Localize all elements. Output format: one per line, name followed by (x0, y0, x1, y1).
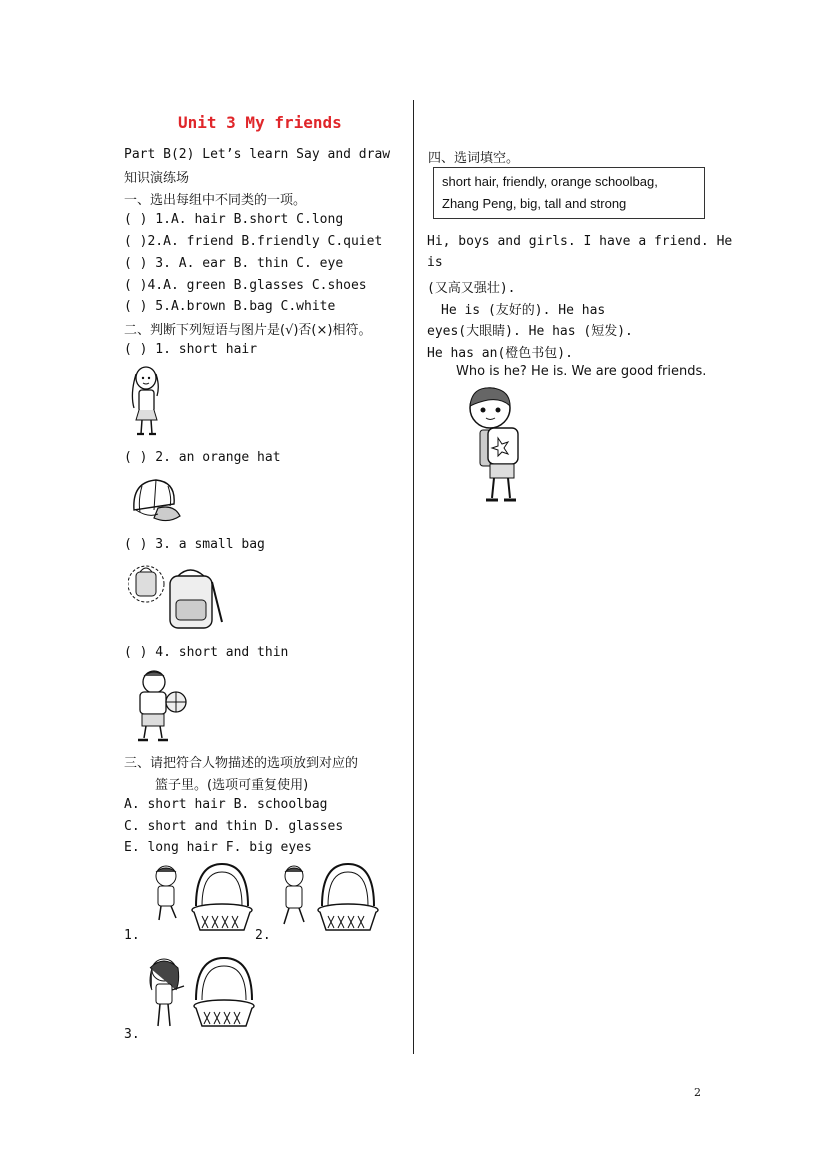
basket-label: 3. (124, 1027, 140, 1042)
column-divider (413, 100, 414, 1054)
basket-label: 1. (124, 928, 140, 943)
section1-item: ( ) 1.A. hair B.short C.long (124, 212, 344, 227)
passage-line: is (427, 255, 443, 270)
basket-2-illustration (276, 862, 384, 938)
section2-item: ( ) 4. short and thin (124, 645, 289, 660)
section2-item: ( ) 1. short hair (124, 342, 258, 357)
cap-illustration (128, 474, 184, 526)
section2-item: ( ) 2. an orange hat (124, 450, 281, 465)
section1-item: ( )4.A. green B.glasses C.shoes (124, 278, 367, 293)
passage-line: eyes(大眼睛). He has (短发). (427, 324, 633, 339)
section3-option: A. short hair B. schoolbag (124, 797, 328, 812)
section1-item: ( ) 3. A. ear B. thin C. eye (124, 256, 344, 271)
passage-line: He is (友好的). He has (441, 303, 606, 318)
section1-item: ( ) 5.A.brown B.bag C.white (124, 299, 336, 314)
word-box-line: short hair, friendly, orange schoolbag, (442, 174, 658, 189)
boy-with-ball-illustration (128, 668, 194, 744)
passage-line: (又高又强壮). (427, 281, 516, 296)
basket-3-illustration (144, 956, 256, 1034)
subtitle: Part B(2) Let’s learn Say and draw (124, 147, 391, 162)
boy-with-schoolbag-illustration (458, 386, 524, 506)
passage-line: Who is he? He is. We are good friends. (456, 364, 707, 379)
section3-heading-line1: 三、请把符合人物描述的选项放到对应的 (124, 756, 359, 771)
section3-option: E. long hair F. big eyes (124, 840, 312, 855)
basket-label: 2. (255, 928, 271, 943)
girl-long-hair-illustration (124, 364, 170, 438)
passage-line: Hi, boys and girls. I have a friend. He (427, 234, 733, 249)
section1-item: ( )2.A. friend B.friendly C.quiet (124, 234, 383, 249)
section3-option: C. short and thin D. glasses (124, 819, 344, 834)
section4-heading: 四、选词填空。 (428, 151, 520, 166)
section2-item: ( ) 3. a small bag (124, 537, 265, 552)
section2-heading: 二、判断下列短语与图片是(√)否(×)相符。 (124, 323, 372, 338)
section3-heading-line2: 篮子里。(选项可重复使用) (155, 778, 309, 793)
word-box-line: Zhang Peng, big, tall and strong (442, 196, 627, 211)
section1-heading: 一、选出每组中不同类的一项。 (124, 193, 307, 208)
word-box (433, 167, 705, 219)
page-title: Unit 3 My friends (178, 113, 342, 132)
passage-line: He has an(橙色书包). (427, 346, 573, 361)
practice-header: 知识演练场 (124, 171, 190, 186)
basket-1-illustration (146, 862, 256, 938)
page-number: 2 (694, 1086, 701, 1099)
bags-illustration (128, 562, 226, 634)
